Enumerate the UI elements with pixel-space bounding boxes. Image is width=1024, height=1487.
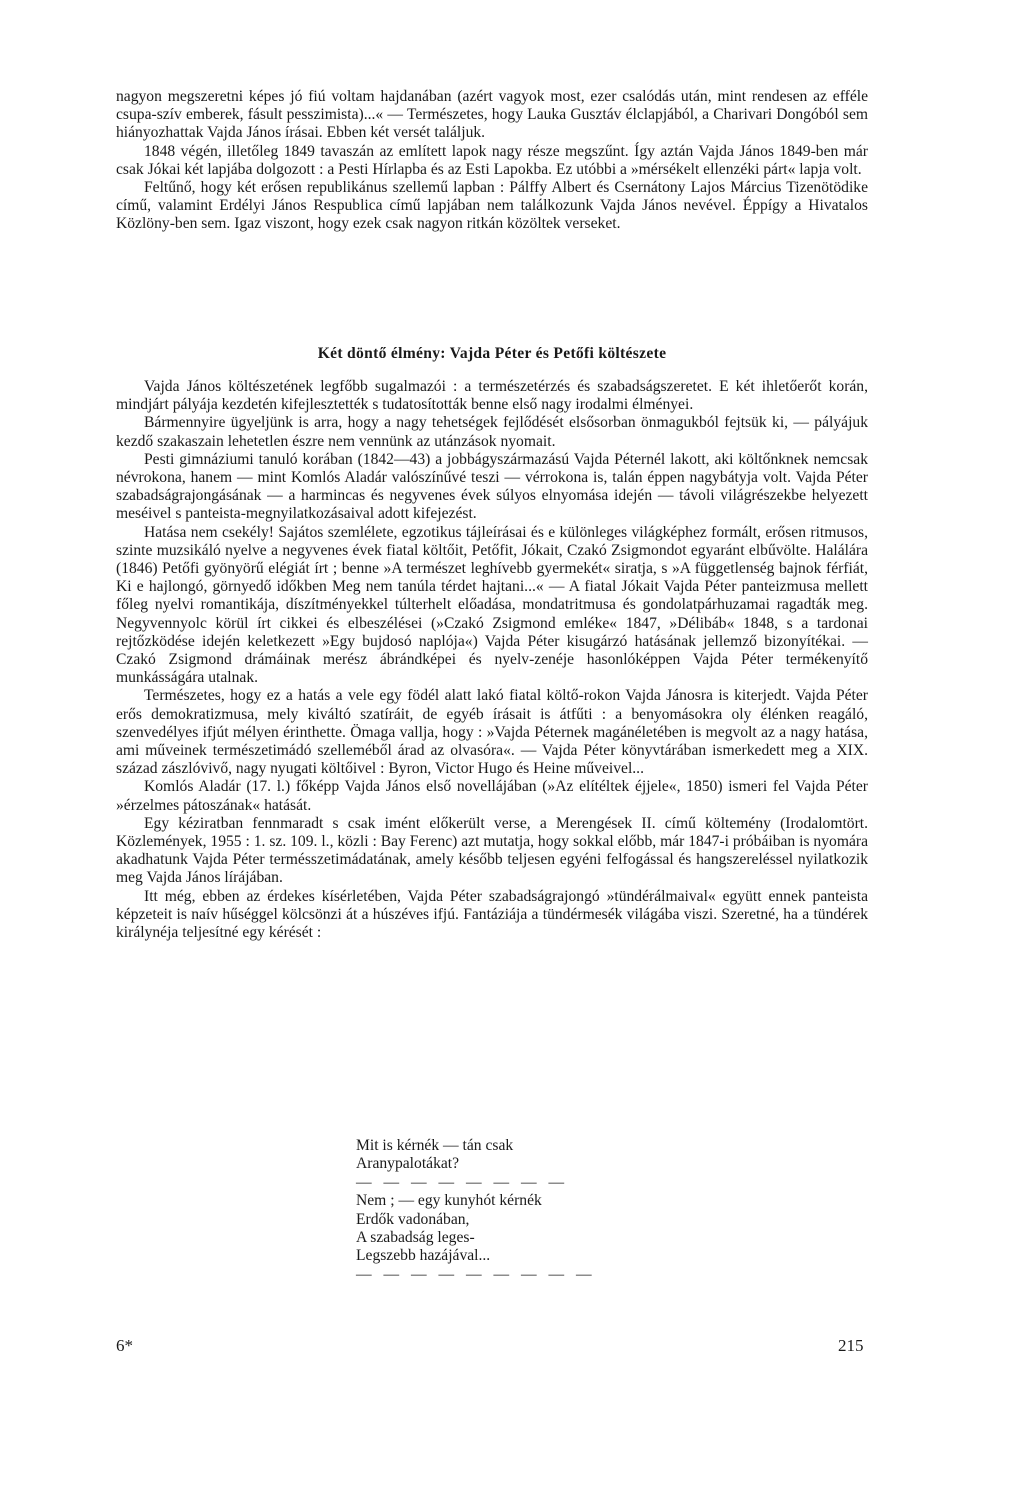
poem-line: Legszebb hazájával... bbox=[356, 1247, 491, 1265]
intro-text bbox=[116, 88, 868, 234]
section-heading: Két döntő élmény: Vajda Péter és Petőfi költészete bbox=[317, 345, 667, 362]
body-paragraph-7: Egy kéziratban fennmaradt s csak imént előkerült verse, a Merengések II. című költemény (Irodalomtört. Közlemények, 1955 : 1. sz. 109. l., közli : Bay Ferenc) azt mutatja, hogy sokkal előbb, már 1847-i próbáiban is nyomára akadhatunk Vajda Péter termésszetimádatának, amely később teljesen egyéni felfogással és hangszereléssel nyilatkozik meg Vajda János lírájában. bbox=[116, 814, 868, 887]
intro-paragraph-2: 1848 végén, illetőleg 1849 tavaszán az említett lapok nagy része megszűnt. Így aztán Vajda János 1849-ben már csak Jókai két lapjába dolgozott : a Pesti Hírlapba és az Esti Lapokba. Ez utóbbi a »mérsékelt ellenzéki párt« lapja volt. bbox=[116, 142, 868, 178]
body-paragraph-2: Bármennyire ügyeljünk is arra, hogy a nagy tehetségek fejlődését elsősorban önmagukból fejtsük ki, — pályájuk kezdő szakaszain lehetetlen észre nem vennünk az utánzások nyomait. bbox=[116, 414, 868, 450]
signature-mark: 6* bbox=[116, 1336, 133, 1355]
section-body bbox=[116, 378, 868, 942]
poem-line: A szabadság leges- bbox=[356, 1229, 475, 1247]
poem-separator: — — — — — — — — bbox=[356, 1173, 569, 1191]
intro-paragraph-1: nagyon megszeretni képes jó fiú voltam hajdanában (azért vagyok most, ezer csalódás után, mint rendesen az efféle csupa-szív emberek, fásult pesszimista)...« — Természetes, hogy Lauka Gusztáv élclapjából, a Charivari Dongóból sem hiányozhattak Vajda János írásai. Ebben két versét találjuk. bbox=[116, 88, 868, 142]
body-paragraph-5: Természetes, hogy ez a hatás a vele egy födél alatt lakó fiatal költő-rokon Vajda Jánosra is kiterjedt. Vajda Péter erős demokratizmusa, mely kiváltó szatíráit, de egyéb írásait is átfűti : a benyomásokra oly élénken reagáló, szenvedélyes ifjút mélyen érinthette. Ömaga vallja, hogy : »Vajda Péternek magánéletében is megvolt az a nagy hatása, ami műveinek természetimádó szelleméből árad az olvasóra«. — Vajda Péter könyvtárában ismerkedett meg a XIX. század zászlóvivő, nagy nyugati költőivel : Byron, Victor Hugo és Heine műveivel... bbox=[116, 687, 868, 778]
body-paragraph-6: Komlós Aladár (17. l.) főképp Vajda János első novellájában (»Az elítéltek éjjele«, 1850) ismeri fel Vajda Péter »érzelmes pátoszának« hatását. bbox=[116, 778, 868, 814]
page-number: 215 bbox=[838, 1336, 864, 1355]
poem-separator: — — — — — — — — — bbox=[356, 1265, 596, 1283]
body-paragraph-3: Pesti gimnáziumi tanuló korában (1842—43) a jobbágyszármazású Vajda Péternél lakott, aki költőnknek nemcsak névrokona, hanem — mint Komlós Aladár valószínűvé teszi — vérrokona is, talán éppen nagybátyja volt. Vajda Péter szabadságrajongásának — a harmincas és negyvenes évek súlyos elnyomása idején — távoli világrészekbe helyezett meséivel s panteista-megnyilatkozásaival adott kifejezést. bbox=[116, 450, 868, 523]
poem-line: Aranypalotákat? bbox=[356, 1155, 460, 1173]
body-paragraph-1: Vajda János költészetének legfőbb sugalmazói : a természetérzés és szabadságszeretet. E két ihletőerőt korán, mindjárt pályája kezdetén kifejlesztették s tudatosították benne első nagy irodalmi élményei. bbox=[116, 378, 868, 414]
body-paragraph-4: Hatása nem csekély! Sajátos szemlélete, egzotikus tájleírásai és e különleges világképhez formált, erősen ritmusos, szinte muzsikáló nyelve a negyvenes évek fiatal költőit, Petőfit, Jókait, Czakó Zsigmondot egyaránt elbűvölte. Halálára (1846) Petőfi gyönyörű elégiát írt ; benne »A természet leghívebb gyermekét« siratja, s »A függetlenség bajnok férfiát, Ki e hajlongó, görnyedő időkben Meg nem tanúla térdet hajtani...« — A fiatal Jókait Vajda Péter panteizmusa mellett főleg nyelvi romantikája, díszítményekkel túlterhelt előadása, mondatritmusa és gondolatpárhuzamai ragadták meg. Negyvennyolc körül írt cikkei és elbeszélései (»Czakó Zsigmond emléke« 1847, »Délibáb« 1848, s a tardonai rejtőzködése idején keletkezett »Egy bujdosó naplója«) Vajda Péter kisugárzó hatásának jellemző bizonyítékai. — Czakó Zsigmond drámáinak merész ábrándképei és nyelv-zenéje hasonlóképpen Vajda Péter termékenyítő munkásságára utalnak. bbox=[116, 523, 868, 687]
poem-line: Erdők vadonában, bbox=[356, 1210, 470, 1228]
intro-paragraph-3: Feltűnő, hogy két erősen republikánus szellemű lapban : Pálffy Albert és Csernátony Lajos Március Tizenötödike című, valamint Erdélyi János Respublica című lapjában nem találkozunk Vajda János nevével. Éppígy a Hivatalos Közlöny-ben sem. Igaz viszont, hogy ezek csak nagyon ritkán közöltek verseket. bbox=[116, 179, 868, 233]
poem-line: Nem ; — egy kunyhót kérnék bbox=[356, 1192, 542, 1210]
poem-quote bbox=[356, 1137, 596, 1284]
poem-line: Mit is kérnék — tán csak bbox=[356, 1137, 514, 1154]
body-paragraph-8: Itt még, ebben az érdekes kísérletében, Vajda Péter szabadságrajongó »tündérálmaival« együtt ennek panteista képzeteit is naív hűséggel kölcsönzi át a húszéves ifjú. Fantáziája a tündérmesék világába viszi. Szeretné, ha a tündérek királynéja teljesítné egy kérését : bbox=[116, 887, 868, 942]
